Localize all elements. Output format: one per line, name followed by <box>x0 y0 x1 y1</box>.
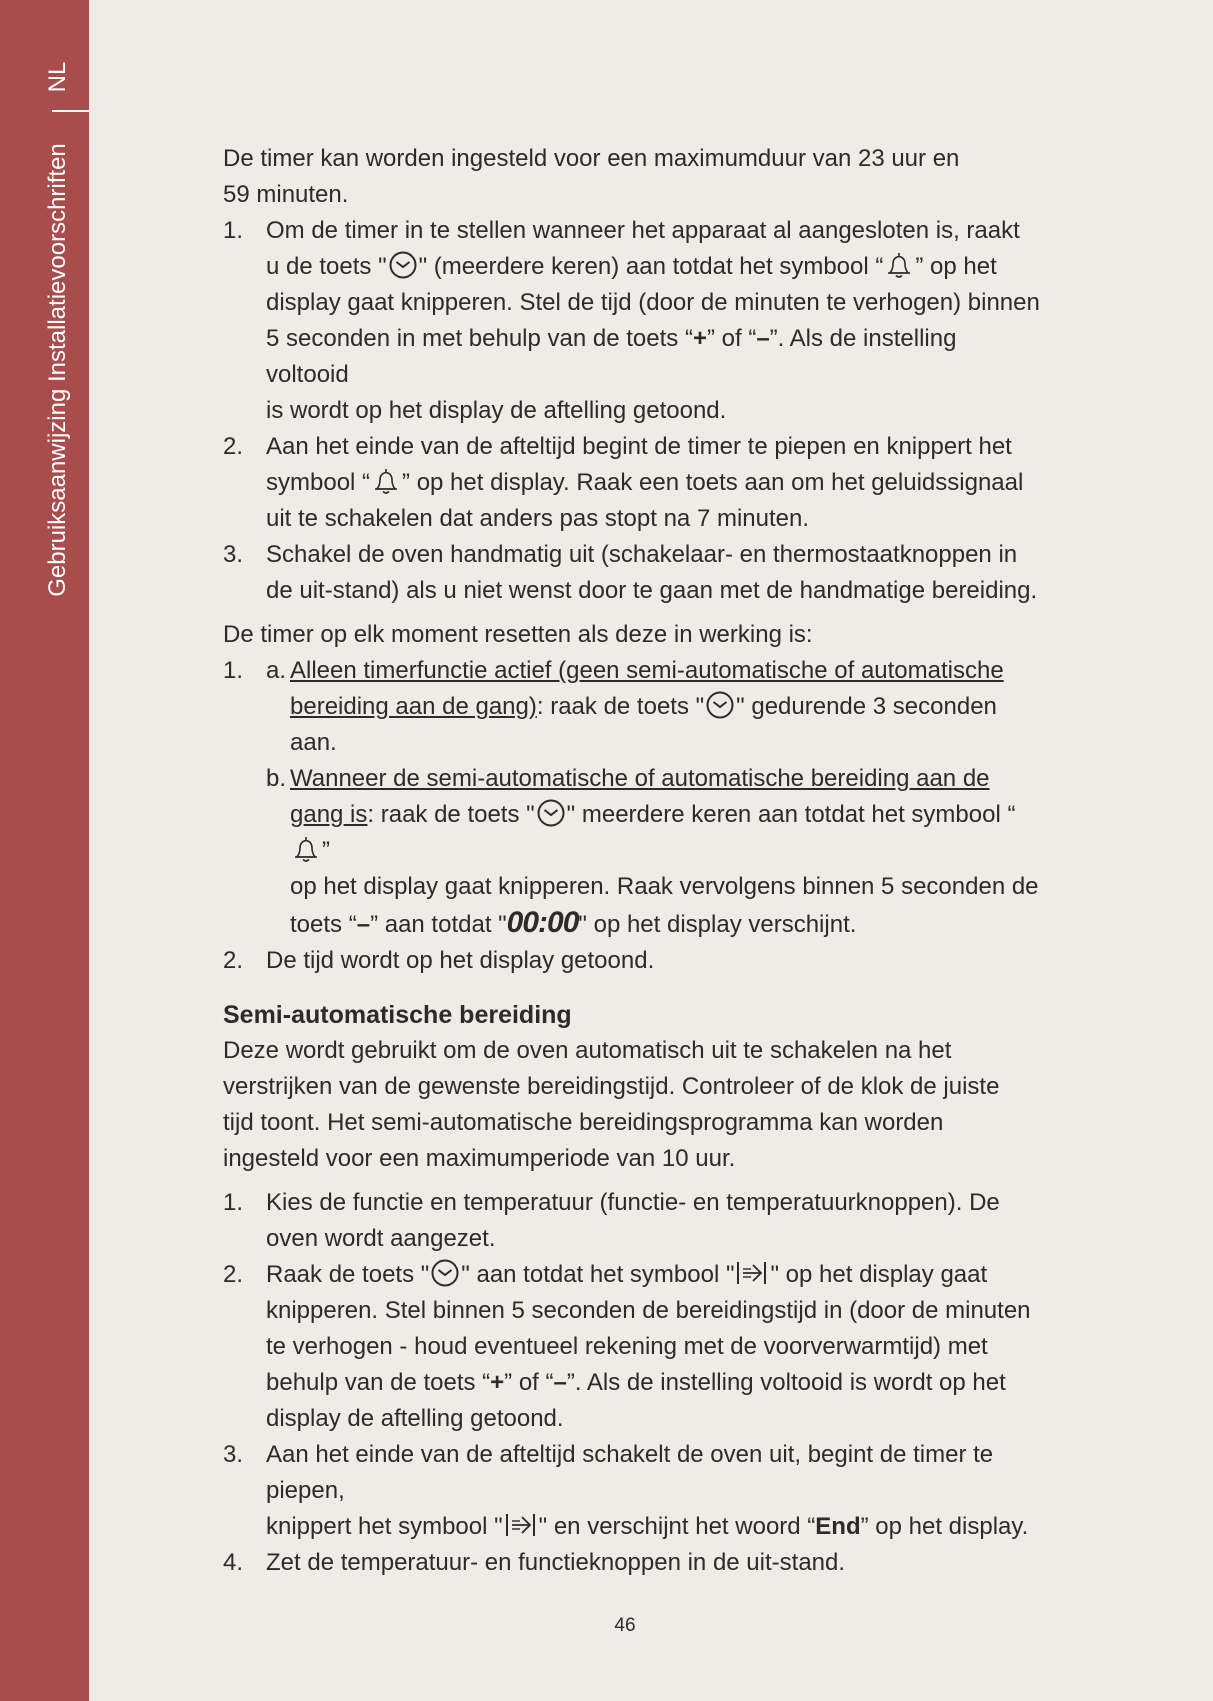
list-number: 2. <box>223 433 244 460</box>
list-text: 5 seconden in met behulp van de toets “+” of “–”. Als de instelling voltooid <box>266 325 957 388</box>
list-text: knipperen. Stel binnen 5 seconden de bereidingstijd in (door de minuten <box>266 1297 1031 1324</box>
sub-letter: b. <box>266 765 287 792</box>
list-text: knippert het symbool " " en verschijnt het woord “End” op het display. <box>266 1509 1043 1545</box>
paragraph-line: Deze wordt gebruikt om de oven automatisch uit te schakelen na het <box>223 1037 952 1064</box>
sub-letter: a. <box>266 657 287 684</box>
list-text: is wordt op het display de aftelling getoond. <box>266 397 727 424</box>
reset-intro: De timer op elk moment resetten als deze in werking is: <box>223 621 813 648</box>
list-text: Kies de functie en temperatuur (functie- en temperatuurknoppen). De <box>266 1189 1000 1216</box>
list-item <box>223 1257 1043 1437</box>
sub-text: bereiding aan de gang): raak de toets " " gedurende 3 seconden aan. <box>290 689 1043 761</box>
clock-icon <box>430 1258 460 1288</box>
sub-text: gang is: raak de toets " " meerdere keren aan totdat het symbool “” <box>290 797 1043 869</box>
bell-icon <box>884 250 914 280</box>
list-number: 3. <box>223 1441 244 1468</box>
paragraph-line: tijd toont. Het semi-automatische bereidingsprogramma kan worden <box>223 1109 944 1136</box>
clock-icon <box>536 798 566 828</box>
clock-icon <box>388 250 418 280</box>
language-label: NL <box>44 61 71 93</box>
sidebar <box>0 0 89 1701</box>
list-number: 2. <box>223 947 244 974</box>
sidebar-title <box>44 130 72 610</box>
list-text: behulp van de toets “+” of “–”. Als de instelling voltooid is wordt op het <box>266 1369 1006 1396</box>
list-number: 1. <box>223 1189 244 1216</box>
intro-line-1: De timer kan worden ingesteld voor een maximumduur van 23 uur en <box>223 145 960 172</box>
language-tab <box>44 62 72 92</box>
list-number: 1. <box>223 657 244 684</box>
page-number: 46 <box>614 1615 636 1636</box>
list-item <box>223 1545 1043 1581</box>
list-text: Aan het einde van de afteltijd begint de timer te piepen en knippert het <box>266 433 1012 460</box>
sidebar-divider <box>52 110 90 112</box>
bell-icon <box>371 466 401 496</box>
list-text: uit te schakelen dat anders pas stopt na 7 minuten. <box>266 505 810 532</box>
list-number: 2. <box>223 1261 244 1288</box>
list-text: display de aftelling getoond. <box>266 1405 564 1432</box>
list-item <box>223 213 1043 429</box>
list-item <box>223 537 1043 609</box>
list-item <box>223 1437 1043 1545</box>
list-text: Aan het einde van de afteltijd schakelt de oven uit, begint de timer te piepen, <box>266 1441 994 1504</box>
sub-text: op het display gaat knipperen. Raak vervolgens binnen 5 seconden de <box>290 873 1039 900</box>
list-item <box>223 943 1043 979</box>
list-text: Schakel de oven handmatig uit (schakelaar- en thermostaatknoppen in <box>266 541 1018 568</box>
display-readout: 00:00 <box>506 906 579 939</box>
sub-text: Wanneer de semi-automatische of automatische bereiding aan de <box>290 765 990 792</box>
list-item <box>223 653 1043 943</box>
paragraph-line: ingesteld voor een maximumperiode van 10 uur. <box>223 1145 736 1172</box>
sub-text: Alleen timerfunctie actief (geen semi-automatische of automatische <box>290 657 1004 684</box>
paragraph-line: verstrijken van de gewenste bereidingstijd. Controleer of de klok de juiste <box>223 1073 1000 1100</box>
list-item <box>223 1185 1043 1257</box>
document-body <box>223 141 1043 1581</box>
clock-icon <box>705 690 735 720</box>
list-text: Zet de temperatuur- en functieknoppen in de uit-stand. <box>266 1549 846 1576</box>
sidebar-title-text: Gebruiksaanwijzing Installatievoorschriften <box>44 143 71 597</box>
cook-end-icon <box>735 1258 769 1288</box>
list-text: Om de timer in te stellen wanneer het apparaat al aangesloten is, raakt <box>266 217 1020 244</box>
list-text: symbool “ ” op het display. Raak een toets aan om het geluidssignaal <box>266 465 1043 501</box>
list-text: display gaat knipperen. Stel de tijd (door de minuten te verhogen) binnen <box>266 289 1040 316</box>
sub-item-b <box>266 761 1043 943</box>
bell-icon <box>291 834 321 864</box>
list-text: de uit-stand) als u niet wenst door te gaan met de handmatige bereiding. <box>266 577 1038 604</box>
list-number: 1. <box>223 217 244 244</box>
sub-text: toets “–” aan totdat "00:00" op het display verschijnt. <box>290 906 857 939</box>
list-text: oven wordt aangezet. <box>266 1225 496 1252</box>
list-item <box>223 429 1043 537</box>
list-number: 3. <box>223 541 244 568</box>
section-heading: Semi-automatische bereiding <box>223 1001 572 1029</box>
list-text: De tijd wordt op het display getoond. <box>266 947 655 974</box>
sub-item-a <box>266 653 1043 761</box>
list-text: Raak de toets " " aan totdat het symbool " " op het display gaat <box>266 1257 1043 1293</box>
list-text: u de toets " " (meerdere keren) aan totdat het symbool “ ” op het <box>266 249 1043 285</box>
list-text: te verhogen - houd eventueel rekening met de voorverwarmtijd) met <box>266 1333 988 1360</box>
intro-line-2: 59 minuten. <box>223 181 349 208</box>
list-number: 4. <box>223 1549 244 1576</box>
cook-end-icon <box>504 1510 538 1540</box>
